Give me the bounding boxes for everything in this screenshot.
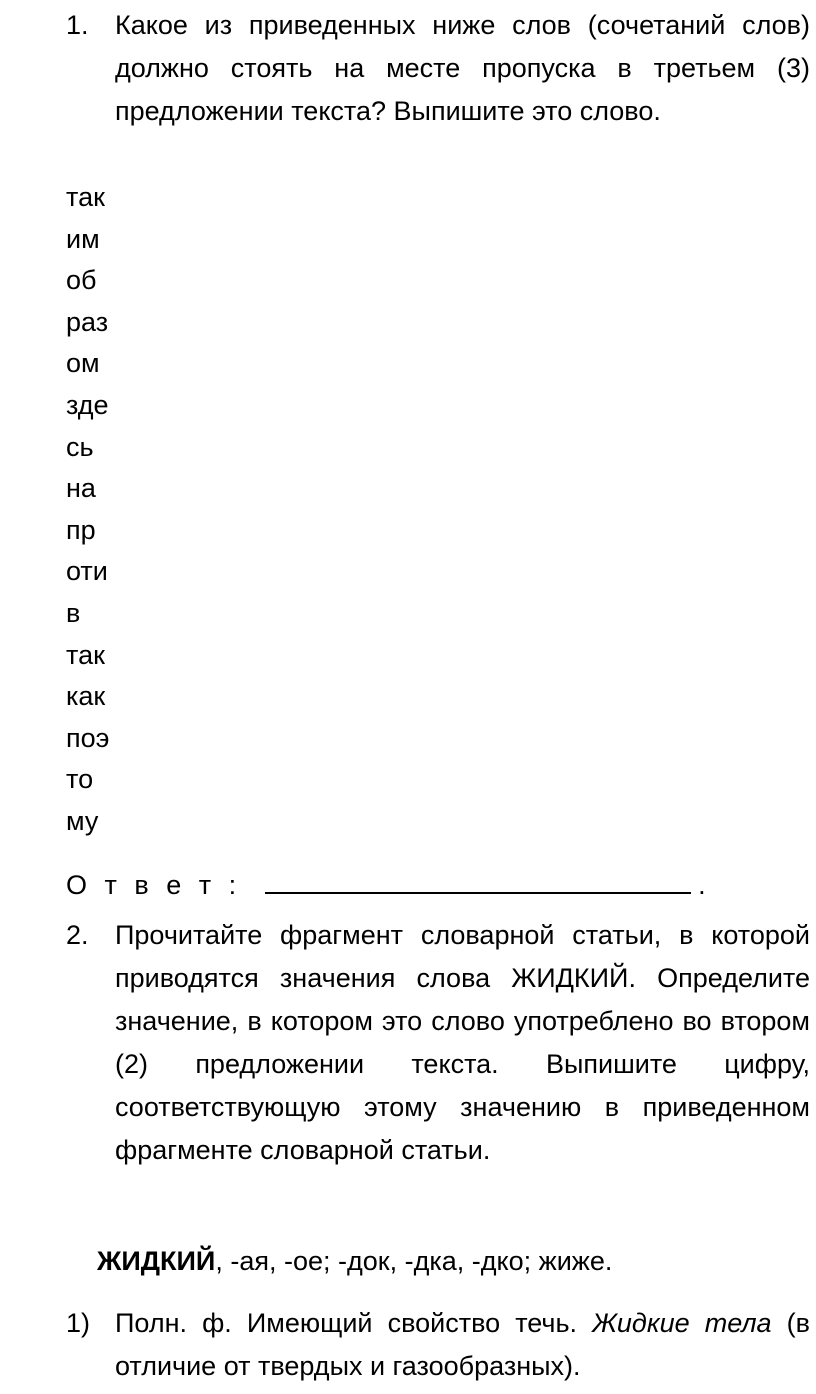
question-2-text: Прочитайте фрагмент словарной статьи, в которой приводятся значения слова ЖИДКИЙ. Определите значение, в котором это слово употреблено во втором (2) предложении текста. Выпишите цифру, соответствующую этому значению в приведенном фрагменте словарной статьи. [115, 920, 810, 1165]
question-1-number: 1. [66, 10, 89, 40]
question-2-number: 2. [66, 920, 89, 950]
answer-blank-field[interactable] [265, 862, 691, 894]
definition-1-example: Жидкие тела [592, 1308, 772, 1338]
definition-1-number: 1) [66, 1308, 91, 1338]
answer-row [66, 862, 706, 907]
option-item: так [66, 182, 105, 212]
option-item: оти [66, 556, 108, 587]
entry-forms: , -ая, -ое; -док, -дка, -дко; жиже. [215, 1246, 613, 1276]
option-item: так [66, 639, 105, 670]
option-item: раз [66, 306, 109, 337]
definition-1 [66, 1302, 810, 1388]
option-item: зде [66, 389, 109, 420]
option-item: на [66, 473, 96, 504]
definition-1-text [115, 1302, 810, 1388]
word-options-list [66, 177, 126, 843]
option-item: в [66, 597, 81, 628]
question-1 [66, 4, 810, 133]
option-item: как [66, 681, 106, 712]
definition-1-rest: (в отличие от твердых и газообразных). [115, 1308, 810, 1381]
option-item: пр [66, 514, 96, 545]
question-1-text: Какое из приведенных ниже слов (сочетаний слов) должно стоять на месте пропуска в третьем (3) предложении текста? Выпишите это слово. [115, 10, 810, 126]
option-item: поэ [66, 722, 110, 753]
option-item: об [66, 265, 97, 296]
answer-end: . [698, 870, 706, 900]
question-2 [66, 914, 810, 1172]
option-item: ом [66, 348, 100, 379]
option-item: то [66, 764, 94, 795]
option-item: сь [66, 431, 94, 462]
answer-label: О т в е т : [66, 870, 242, 900]
option-item: им [66, 223, 100, 254]
entry-headword: ЖИДКИЙ [97, 1246, 216, 1276]
definition-1-main: Полн. ф. Имеющий свойство течь. [115, 1308, 593, 1338]
dictionary-entry [97, 1240, 612, 1283]
option-item: му [66, 805, 99, 836]
